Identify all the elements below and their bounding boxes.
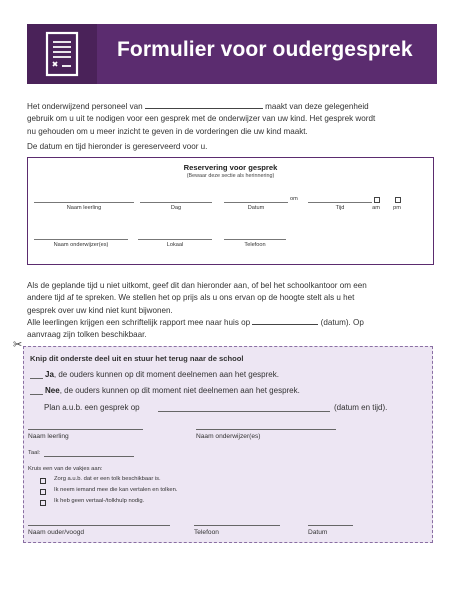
parent-name-line[interactable] — [28, 525, 170, 526]
field-label: Lokaal — [166, 242, 184, 248]
teacher-name-line[interactable] — [34, 239, 128, 240]
am-checkbox[interactable] — [374, 197, 380, 203]
option-checkbox[interactable] — [40, 489, 46, 495]
field-label: Dag — [170, 205, 182, 211]
reservation-title: Reservering voor gesprek — [183, 163, 278, 172]
body-text: aanvraag zijn tolken beschikbaar. — [27, 330, 147, 340]
plan-text: (datum en tijd). — [334, 403, 388, 412]
date-line[interactable] — [224, 202, 288, 203]
language-label: Taal: — [28, 450, 41, 456]
pm-label: pm — [393, 205, 401, 211]
yes-text: , de ouders kunnen op dit moment deelnemen aan het gesprek. — [53, 370, 279, 379]
body-text: andere tijd af te spreken. We stellen het op prijs als u ons ervan op de hoogte stelt als u het — [27, 293, 355, 303]
field-label: Naam leerling — [28, 433, 69, 440]
field-label: Naam onderwijzer(es) — [196, 433, 261, 440]
intro-text: gebruik om u uit te nodigen voor een gesprek met de onderwijzer van uw kind. Het gesprek wordt — [27, 114, 376, 124]
no-label: Nee — [45, 386, 60, 395]
om-label: om — [290, 196, 298, 202]
yes-option — [45, 370, 279, 379]
teacher-name-line[interactable] — [196, 429, 336, 430]
phone-line[interactable] — [224, 239, 286, 240]
reservation-subtitle: (Bewaar deze sectie als herinnering) — [186, 173, 275, 179]
scissors-icon: ✂ — [13, 339, 23, 351]
intro-text: Het onderwijzend personeel van — [27, 102, 143, 111]
option-checkbox[interactable] — [40, 500, 46, 506]
form-document-icon — [27, 24, 97, 84]
pm-checkbox[interactable] — [395, 197, 401, 203]
field-label: Telefoon — [244, 242, 266, 248]
room-line[interactable] — [138, 239, 212, 240]
plan-text: Plan a.u.b. een gesprek op — [44, 403, 140, 412]
field-label: Naam onderwijzer(es) — [53, 242, 109, 248]
no-text: , de ouders kunnen op dit moment niet deelnemen aan het gesprek. — [59, 386, 300, 395]
field-label: Naam leerling — [66, 205, 102, 211]
phone-line[interactable] — [194, 525, 280, 526]
time-line[interactable] — [308, 202, 372, 203]
field-label: Telefoon — [194, 529, 219, 536]
no-option — [45, 386, 300, 395]
intro-paragraph — [27, 100, 442, 138]
return-slip-title: Knip dit onderste deel uit en stuur het terug naar de school — [30, 354, 244, 363]
date-line[interactable] — [308, 525, 353, 526]
student-name-line[interactable] — [28, 429, 143, 430]
reservation-box — [27, 157, 434, 265]
intro-text: De datum en tijd hieronder is gereserveerd voor u. — [27, 142, 208, 151]
option-label: Ik heb geen vertaal-/tolkhulp nodig. — [54, 498, 145, 504]
report-paragraph — [27, 316, 442, 342]
yes-mark-line[interactable] — [30, 378, 43, 379]
body-text: Als de geplande tijd u niet uitkomt, geef dit dan hieronder aan, of bel het schoolkantoor om een — [27, 281, 367, 290]
header-banner — [27, 24, 437, 84]
body-text: gesprek over uw kind niet kunt bijwonen. — [27, 305, 173, 315]
option-label: Ik neem iemand mee die kan vertalen en tolken. — [54, 487, 178, 493]
option-label: Zorg a.u.b. dat er een tolk beschikbaar is. — [54, 476, 161, 482]
field-label: Naam ouder/voogd — [28, 529, 85, 536]
body-text: Alle leerlingen krijgen een schriftelijk rapport mee naar huis op — [27, 318, 251, 327]
plan-date-line[interactable] — [158, 411, 330, 412]
field-label: Tijd — [335, 205, 345, 211]
school-name-field[interactable] — [145, 100, 263, 109]
no-mark-line[interactable] — [30, 394, 43, 395]
day-line[interactable] — [140, 202, 212, 203]
report-date-field[interactable] — [252, 316, 318, 325]
field-label: Datum — [308, 529, 328, 536]
option-checkbox[interactable] — [40, 478, 46, 484]
intro-text: maakt van deze gelegenheid — [265, 102, 369, 111]
page-title: Formulier voor oudergesprek — [117, 38, 413, 61]
student-name-line[interactable] — [34, 202, 134, 203]
field-label: Datum — [247, 205, 265, 211]
language-line[interactable] — [44, 456, 134, 457]
yes-label: Ja — [45, 370, 54, 379]
instruction-text: Kruis een van de vakjes aan: — [28, 466, 103, 472]
am-label: am — [372, 205, 380, 211]
body-text: (datum). Op — [320, 318, 364, 327]
intro-text: nu gehouden om u meer inzicht te geven in de vorderingen die uw kind maakt. — [27, 126, 308, 136]
return-slip — [23, 346, 433, 543]
reschedule-paragraph — [27, 280, 442, 317]
